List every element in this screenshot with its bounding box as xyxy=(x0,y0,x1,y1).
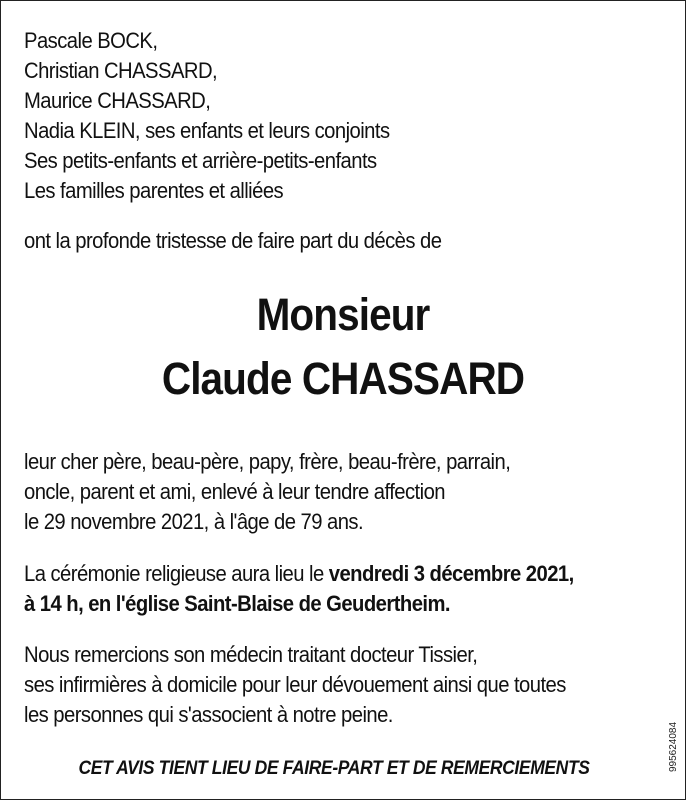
family-line: Christian CHASSARD, xyxy=(24,58,218,83)
notice-footer: CET AVIS TIENT LIEU DE FAIRE-PART ET DE REMERCIEMENTS xyxy=(78,758,590,779)
announcement-intro: ont la profonde tristesse de faire part du décès de xyxy=(24,228,442,253)
ceremony-location: à 14 h, en l'église Saint-Blaise de Geudertheim. xyxy=(24,591,451,616)
family-line: Ses petits-enfants et arrière-petits-enfants xyxy=(24,148,377,173)
description-line: leur cher père, beau-père, papy, frère, beau-frère, parrain, xyxy=(24,449,511,474)
thanks-line: les personnes qui s'associent à notre peine. xyxy=(24,702,393,727)
reference-number: 995624084 xyxy=(668,721,679,772)
family-line: Maurice CHASSARD, xyxy=(24,88,211,113)
ceremony-intro: La cérémonie religieuse aura lieu le xyxy=(24,561,329,586)
family-list xyxy=(24,26,390,206)
ceremony-first-line xyxy=(24,559,574,589)
family-line: Pascale BOCK, xyxy=(24,28,158,53)
deceased-description xyxy=(24,447,510,537)
description-line: le 29 novembre 2021, à l'âge de 79 ans. xyxy=(24,509,364,534)
deceased-block xyxy=(35,283,651,411)
family-line: Les familles parentes et alliées xyxy=(24,178,284,203)
thanks-line: ses infirmières à domicile pour leur dévouement ainsi que toutes xyxy=(24,672,566,697)
deceased-name: Claude CHASSARD xyxy=(161,353,525,404)
description-line: oncle, parent et ami, enlevé à leur tendre affection xyxy=(24,479,445,504)
ceremony-details xyxy=(24,559,574,619)
thanks-line: Nous remercions son médecin traitant docteur Tissier, xyxy=(24,642,478,667)
acknowledgements xyxy=(24,640,566,730)
deceased-title: Monsieur xyxy=(256,289,430,340)
ceremony-date: vendredi 3 décembre 2021, xyxy=(328,561,574,586)
family-line: Nadia KLEIN, ses enfants et leurs conjoints xyxy=(24,118,390,143)
